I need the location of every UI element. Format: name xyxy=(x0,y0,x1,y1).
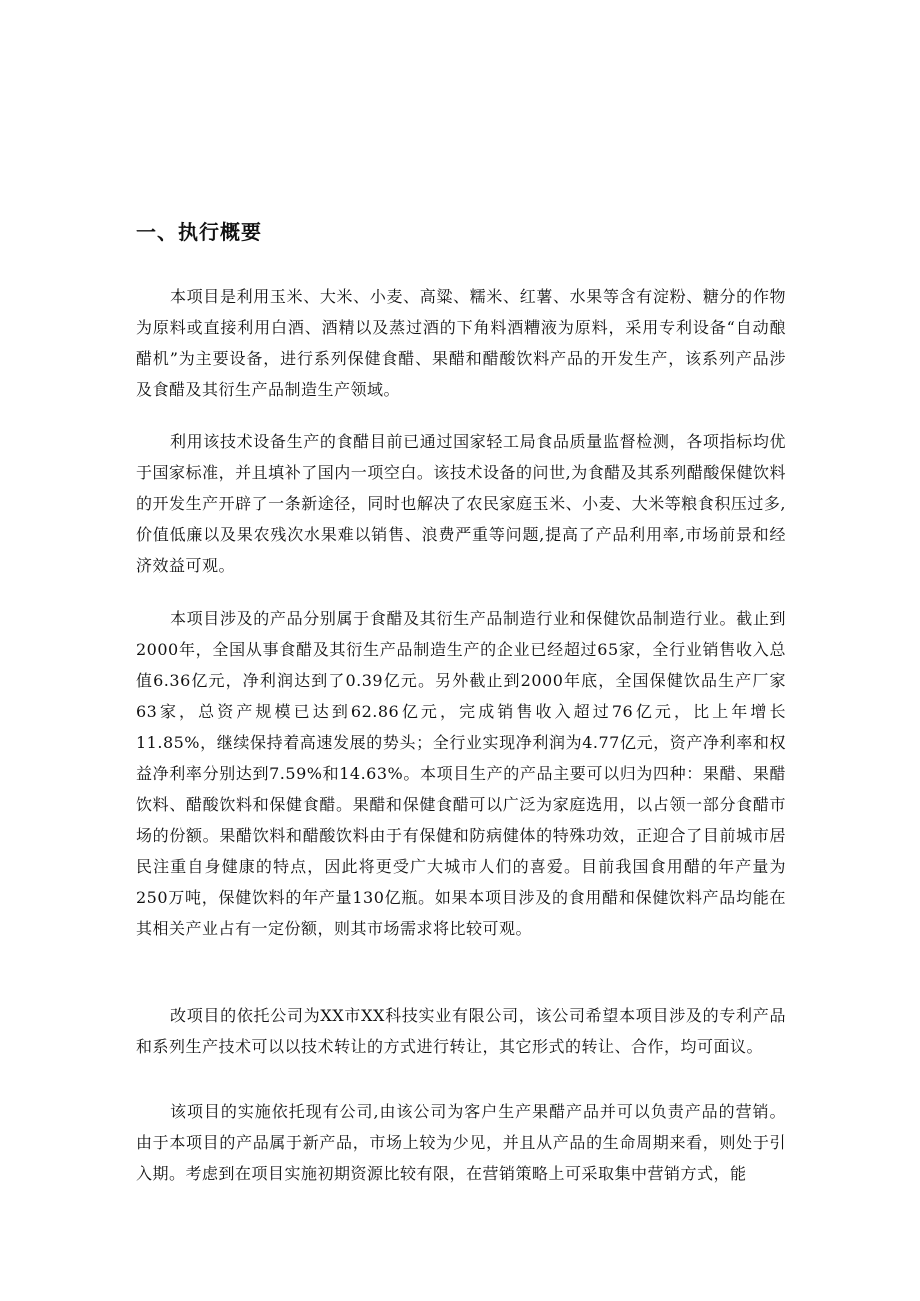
paragraph-1: 本项目是利用玉米、大米、小麦、高粱、糯米、红薯、水果等含有淀粉、糖分的作物为原料或直接利用白酒、酒精以及蒸过酒的下角料酒糟液为原料，采用专利设备“自动酿醋机”为主要设备，进行系列保健食醋、果醋和醋酸饮料产品的开发生产，该系列产品涉及食醋及其衍生产品制造生产领域。 xyxy=(136,287,786,399)
paragraph-2: 利用该技术设备生产的食醋目前已通过国家轻工局食品质量监督检测，各项指标均优于国家标准，并且填补了国内一项空白。该技术设备的问世,为食醋及其系列醋酸保健饮料的开发生产开辟了一条新途径，同时也解决了农民家庭玉米、小麦、大米等粮食积压过多,价值低廉以及果农残次水果难以销售、浪费严重等问题,提高了产品利用率,市场前景和经济效益可观。 xyxy=(136,432,786,575)
paragraph-4: 改项目的依托公司为XX市XX科技实业有限公司，该公司希望本项目涉及的专利产品和系列生产技术可以以技术转让的方式进行转让，其它形式的转让、合作，均可面议。 xyxy=(136,1006,786,1056)
paragraph-3: 本项目涉及的产品分别属于食醋及其衍生产品制造行业和保健饮品制造行业。截止到2000年，全国从事食醋及其衍生产品制造生产的企业已经超过65家，全行业销售收入总值6.36亿元，净利润达到了0.39亿元。另外截止到2000年底，全国保健饮品生产厂家63家，总资产规模已达到62.86亿元，完成销售收入超过76亿元，比上年增长11.85%，继续保持着高速发展的势头；全行业实现净利润为4.77亿元，资产净利率和权益净利率分别达到7.59%和14.63%。本项目生产的产品主要可以归为四种：果醋、果醋饮料、醋酸饮料和保健食醋。果醋和保健食醋可以广泛为家庭选用，以占领一部分食醋市场的份额。果醋饮料和醋酸饮料由于有保健和防病健体的特殊功效，正迎合了目前城市居民注重自身健康的特点，因此将更受广大城市人们的喜爱。目前我国食用醋的年产量为250万吨，保健饮料的年产量130亿瓶。如果本项目涉及的食用醋和保健饮料产品均能在其相关产业占有一定份额，则其市场需求将比较可观。 xyxy=(136,609,786,938)
paragraph-5: 该项目的实施依托现有公司,由该公司为客户生产果醋产品并可以负责产品的营销。由于本项目的产品属于新产品，市场上较为少见，并且从产品的生命周期来看，则处于引入期。考虑到在项目实施初期资源比较有限，在营销策略上可采取集中营销方式，能 xyxy=(136,1102,786,1183)
section-heading: 一、执行概要 xyxy=(136,220,262,244)
